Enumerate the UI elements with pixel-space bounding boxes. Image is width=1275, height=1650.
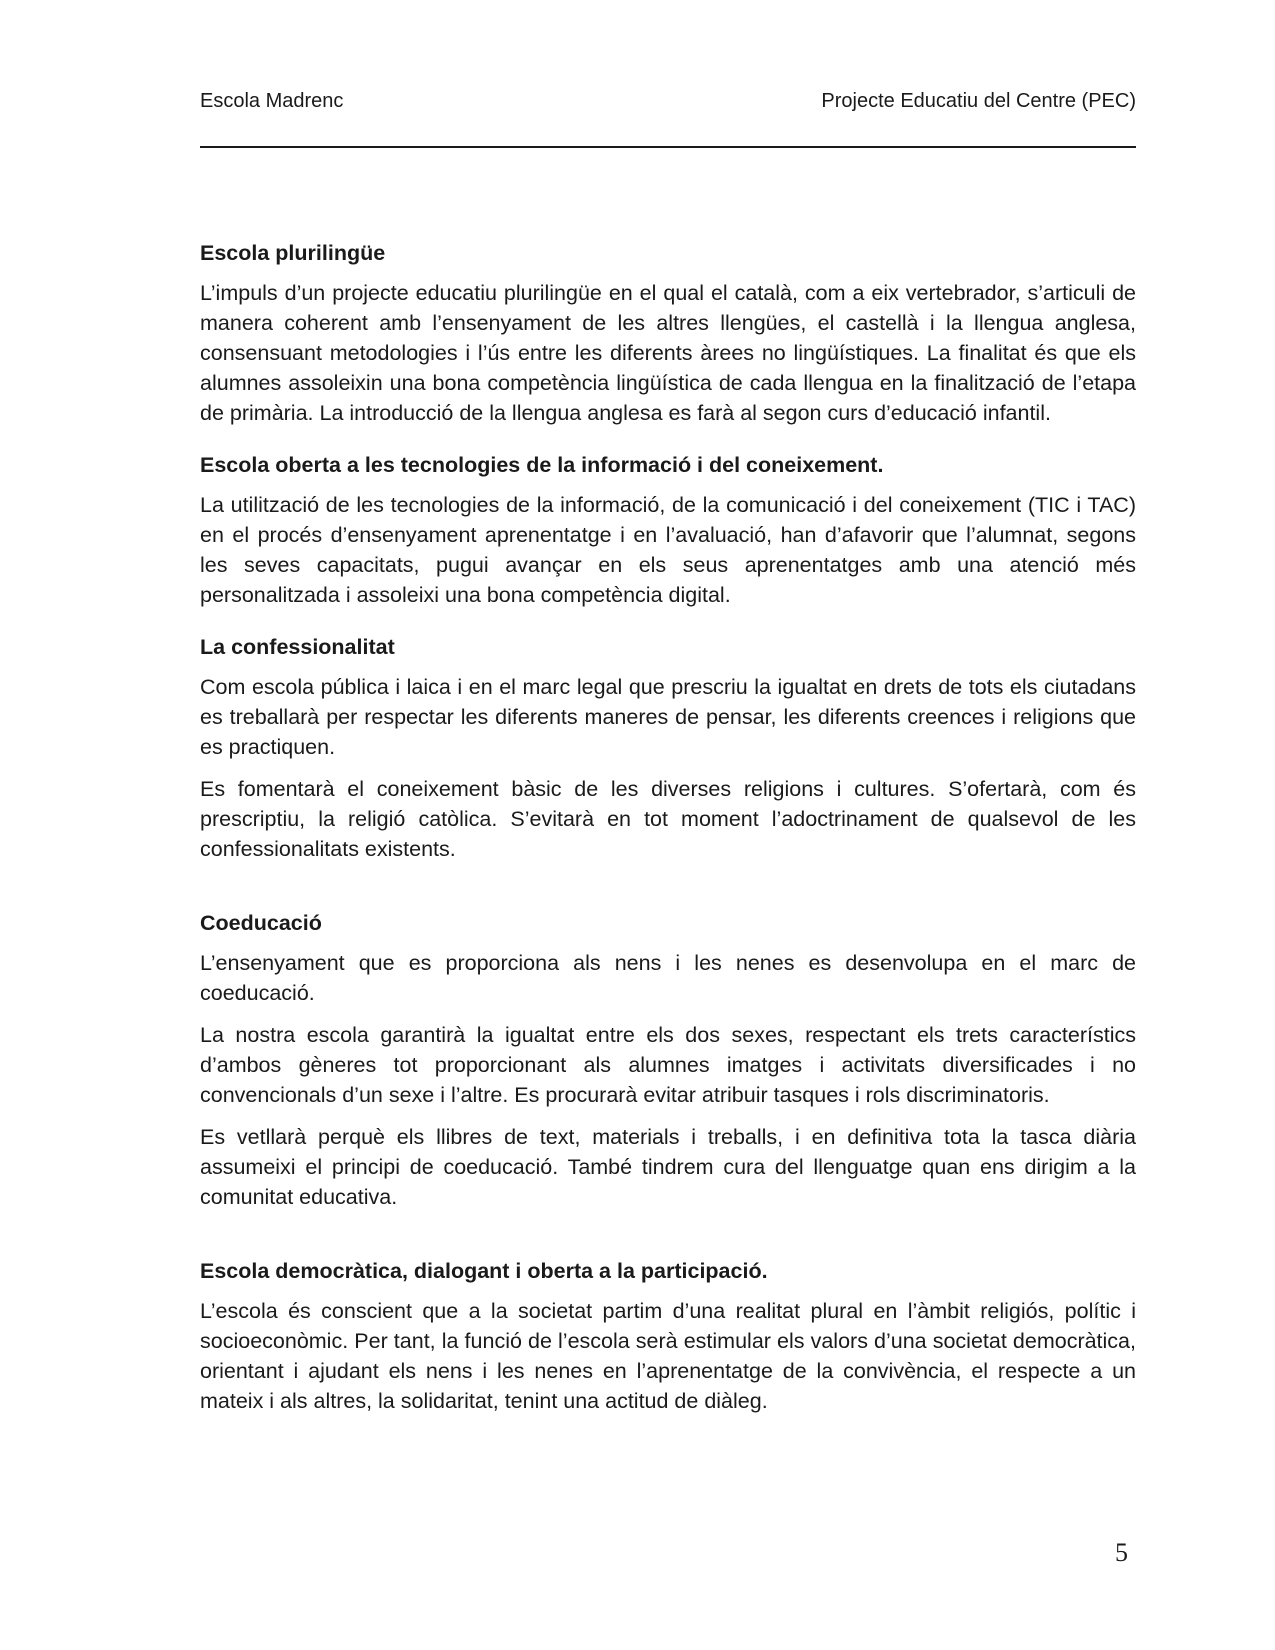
paragraph: La utilització de les tecnologies de la informació, de la comunicació i del coneixement (TIC i TAC) en el procés d’ensenyament aprenentatge i en l’avaluació, han d’afavorir que l’alumnat, segons les seves capacitats, pugui avançar en els seus aprenentatges amb una atenció més personalitzada i assoleixi una bona competència digital. [200,493,1136,607]
section-escola-oberta-tecnologies [200,450,1136,610]
section-heading: Escola democràtica, dialogant i oberta a la participació. [200,1259,768,1283]
paragraph: L’escola és conscient que a la societat partim d’una realitat plural en l’àmbit religiós, polític i socioeconòmic. Per tant, la funció de l’escola serà estimular els valors d’una societat democràtica, orientant i ajudant els nens i les nenes en l’aprenentatge de la convivència, el respecte a un mateix i als altres, la solidaritat, tenint una actitud de diàleg. [200,1299,1136,1413]
paragraph: L’ensenyament que es proporciona als nens i les nenes es desenvolupa en el marc de coeducació. [200,951,1136,1005]
page-header [200,88,1136,114]
section-heading: Coeducació [200,911,322,935]
paragraph: Es fomentarà el coneixement bàsic de les diverses religions i cultures. S’ofertarà, com és prescriptiu, la religió catòlica. S’evitarà en tot moment l’adoctrinament de qualsevol de les confessionalitats existents. [200,777,1136,861]
header-school-name: Escola Madrenc [200,90,344,112]
section-heading: La confessionalitat [200,635,395,659]
header-document-title: Projecte Educatiu del Centre (PEC) [821,90,1136,112]
paragraph: La nostra escola garantirà la igualtat entre els dos sexes, respectant els trets característics d’ambos gèneres tot proporcionant als alumnes imatges i activitats diversificades i no convencionals d’un sexe i l’altre. Es procurarà evitar atribuir tasques i rols discriminatoris. [200,1023,1136,1107]
paragraph: Com escola pública i laica i en el marc legal que prescriu la igualtat en drets de tots els ciutadans es treballarà per respectar les diferents maneres de pensar, les diferents creences i religions que es practiquen. [200,675,1136,759]
section-coeducacio [200,908,1136,1212]
section-la-confessionalitat [200,632,1136,864]
section-escola-democratica [200,1256,1136,1416]
section-escola-plurilingue [200,238,1136,428]
paragraph: L’impuls d’un projecte educatiu plurilingüe en el qual el català, com a eix vertebrador, s’articuli de manera coherent amb l’ensenyament de les altres llengües, el castellà i la llengua anglesa, consensuant metodologies i l’ús entre les diferents àrees no lingüístiques. La finalitat és que els alumnes assoleixin una bona competència lingüística de cada llengua en la finalització de l’etapa de primària. La introducció de la llengua anglesa es farà al segon curs d’educació infantil. [200,281,1136,425]
section-heading: Escola oberta a les tecnologies de la informació i del coneixement. [200,453,884,477]
page-footer [200,1538,1136,1568]
page-content [200,88,1136,1428]
document-body [200,148,1136,1416]
paragraph: Es vetllarà perquè els llibres de text, materials i treballs, i en definitiva tota la tasca diària assumeixi el principi de coeducació. També tindrem cura del llenguatge quan ens dirigim a la comunitat educativa. [200,1125,1136,1209]
page-number: 5 [1115,1538,1128,1567]
section-heading: Escola plurilingüe [200,241,386,265]
